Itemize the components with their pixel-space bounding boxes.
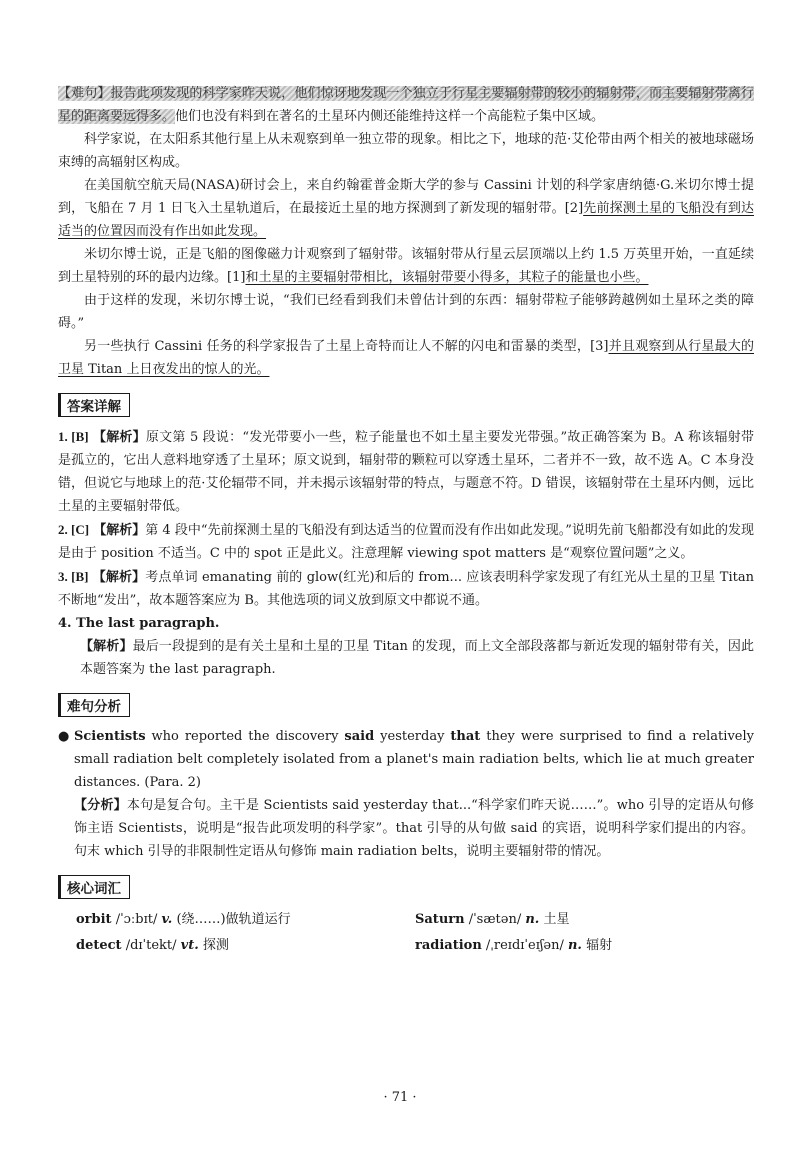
vocab-heading: 核心词汇: [58, 875, 130, 899]
answer-item-1: 1. [B] 【解析】原文第 5 段说：“发光带要小一些，粒子能量也不如土星主要发光带强。”故正确答案为 B。A 称该辐射带是孤立的，它出人意料地穿透了土星环；原文说到，辐射带的颗粒可以穿透土星环，二者并不一致，故不选 A。C 本身没错，但说它与地球上的范·艾伦辐带不同，并未揭示该辐射带的特点，与题意不符。D 错误，该辐射带在土星环内侧，远比土星的主要辐射带低。: [58, 429, 754, 514]
vocab-item: radiation /ˌreɪdɪˈeɪʃən/ n. 辐射: [415, 938, 613, 953]
bullet-icon: ●: [58, 729, 70, 744]
vocab-row-2: [58, 933, 754, 959]
difficult-heading: 难句分析: [58, 693, 130, 717]
vocab-row-1: [58, 907, 754, 933]
vocab-item: detect /dɪˈtekt/ vt. 探测: [76, 938, 229, 953]
underlined-sentence: 先前探测土星的飞船没有到达适当的位置因而没有作出如此发现。: [58, 201, 754, 239]
passage-paragraph-6: 另一些执行 Cassini 任务的科学家报告了土星上奇特而让人不解的闪电和雷暴的类型，[3]并且观察到从行星最大的卫星 Titan 上日夜发出的惊人的光。: [58, 339, 754, 377]
answer-item-4-title: 4. The last paragraph.: [58, 616, 220, 631]
difficult-heading-row: [58, 693, 754, 717]
question-marker: [3]: [590, 339, 609, 354]
passage-paragraph-3: 在美国航空航天局(NASA)研讨会上，来自约翰霍普金斯大学的参与 Cassini 计划的科学家唐纳德·G.米切尔博士提到，飞船在 7 月 1 日飞入土星轨道后，在最接近土星的地方探测到了新发现的辐射带。[2]先前探测土星的飞船没有到达适当的位置因而没有作出如此发现。: [58, 178, 754, 239]
answers-heading: 答案详解: [58, 393, 130, 417]
question-marker: [2]: [564, 201, 584, 216]
passage-paragraph-5: 由于这样的发现，米切尔博士说，“我们已经看到我们未曾估计到的东西：辐射带粒子能够跨越例如土星环之类的障碍。”: [58, 293, 754, 331]
vocab-heading-row: [58, 875, 754, 899]
answer-item-2: 2. [C] 【解析】第 4 段中“先前探测土星的飞船没有到达适当的位置而没有作出如此发现。”说明先前飞船都没有如此的发现是由于 position 不适当。C 中的 spot 正是此义。注意理解 viewing spot matters 是“观察位置问题”之义。: [58, 522, 754, 561]
answers-heading-row: [58, 393, 754, 417]
answers-list: [58, 425, 754, 681]
difficult-analysis: 【分析】本句是复合句。主干是 Scientists said yesterday that...“科学家们昨天说……”。who 引导的定语从句修饰主语 Scientists，说明是“报告此项发明的科学家”。that 引导的从句做 said 的宾语，说明科学家们提出的内容。句末 which 引导的非限制性定语从句修饰 main radiation belts，说明主要辐射带的情况。: [74, 798, 754, 859]
vocab-item: orbit /ˈɔːbɪt/ v. (绕……)做轨道运行: [76, 912, 291, 927]
passage: [58, 82, 754, 381]
underlined-sentence: 并且观察到从行星最大的卫星 Titan 上日夜发出的惊人的光。: [58, 339, 754, 377]
answer-item-3: 3. [B] 【解析】考点单词 emanating 前的 glow(红光)和后的 from... 应该表明科学家发现了有红光从土星的卫星 Titan 不断地“发出”，故本题答案应为 B。其他选项的词义放到原文中都说不通。: [58, 569, 754, 608]
difficult-sentence: ● Scientists who reported the discovery said yesterday that they were surprised to find a relatively small radiation belt completely isolated from a planet's main radiation belts, which lie at much greater distances. (Para. 2): [58, 725, 754, 794]
vocab-item: Saturn /ˈsætən/ n. 土星: [415, 912, 570, 927]
passage-paragraph-4: 米切尔博士说，正是飞船的图像磁力计观察到了辐射带。该辐射带从行星云层顶端以上约 1.5 万英里开始，一直延续到土星特别的环的最内边缘。[1]和土星的主要辐射带相比，该辐射带要小得多，其粒子的能量也小些。: [58, 247, 754, 285]
question-marker: [1]: [227, 270, 246, 285]
underlined-sentence: 和土星的主要辐射带相比，该辐射带要小得多，其粒子的能量也小些。: [245, 270, 649, 285]
page-number: · 71 ·: [383, 1090, 417, 1105]
answer-item-4: 【解析】最后一段提到的是有关土星和土星的卫星 Titan 的发现，而上文全部段落都与新近发现的辐射带有关，因此本题答案为 the last paragraph.: [80, 639, 754, 677]
passage-paragraph-2: 科学家说，在太阳系其他行星上从未观察到单一独立带的现象。相比之下，地球的范·艾伦带由两个相关的被地球磁场束缚的高辐射区构成。: [58, 132, 754, 170]
difficult-sentence-highlight: 【难句】报告此项发现的科学家昨天说，他们惊讶地发现一个独立于行星主要辐射带的较小的辐射带，而主要辐射带离行星的距离要远得多。: [58, 86, 754, 124]
passage-paragraph-1: 【难句】报告此项发现的科学家昨天说，他们惊讶地发现一个独立于行星主要辐射带的较小的辐射带，而主要辐射带离行星的距离要远得多。他们也没有料到在著名的土星环内侧还能维持这样一个高能粒子集中区域。: [58, 86, 754, 124]
